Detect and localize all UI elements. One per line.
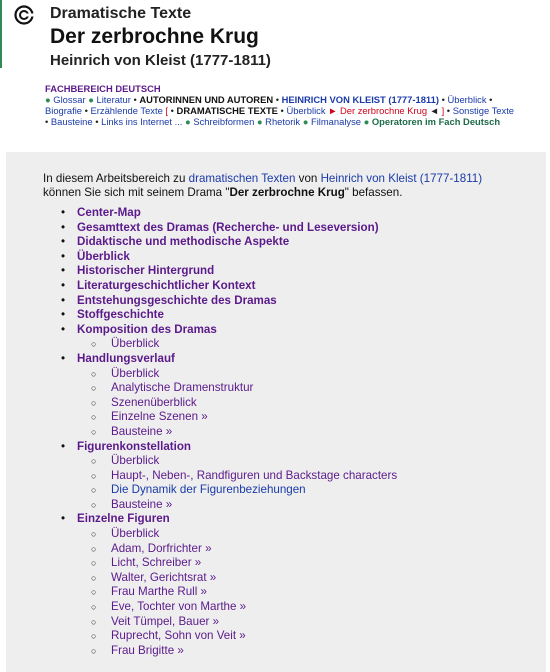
sub-item-eve[interactable]: ○ Eve, Tochter von Marthe » xyxy=(77,600,397,615)
sub-item-dramenstruktur[interactable]: ○ Analytische Dramenstruktur xyxy=(77,381,397,396)
sub-item-handlung-ueberblick[interactable]: ○ Überblick xyxy=(77,367,397,382)
toc-item-gesamttext[interactable]: • Gesamttext des Dramas (Recherche- und Leseversion) xyxy=(56,221,397,236)
nav-rhetorik[interactable]: Rhetorik xyxy=(265,116,301,127)
sub-item-ruprecht[interactable]: ○ Ruprecht, Sohn von Veit » xyxy=(77,629,397,644)
nav-erzaehlende[interactable]: Erzählende Texte xyxy=(90,105,163,116)
handlung-sublist xyxy=(77,367,397,440)
table-of-contents xyxy=(56,206,397,658)
page-author: Heinrich von Kleist (1777-1811) xyxy=(50,52,271,69)
page-subtitle: Dramatische Texte xyxy=(50,5,192,22)
content-panel xyxy=(6,152,546,672)
toc-item-komposition-label[interactable]: Komposition des Dramas xyxy=(77,322,217,336)
sub-item-veit-tuempel[interactable]: ○ Veit Tümpel, Bauer » xyxy=(77,615,397,630)
nav-category[interactable]: FACHBEREICH DEUTSCH xyxy=(45,83,161,94)
toc-item-historischer-hintergrund[interactable]: • Historischer Hintergrund xyxy=(56,264,397,279)
target-logo-icon[interactable] xyxy=(14,5,34,25)
nav-schreibformen[interactable]: Schreibformen xyxy=(193,116,255,127)
sub-item-figuren-ueberblick[interactable]: ○ Überblick xyxy=(77,454,397,469)
sub-item-haupt-neben-figuren[interactable]: ○ Haupt-, Neben-, Randfiguren und Backstage characters xyxy=(77,469,397,484)
nav-ueberblick-author[interactable]: Überblick xyxy=(447,94,487,105)
toc-item-komposition xyxy=(56,323,397,352)
sub-item-adam[interactable]: ○ Adam, Dorfrichter » xyxy=(77,542,397,557)
nav-filmanalyse[interactable]: Filmanalyse xyxy=(310,116,361,127)
toc-item-figurenkonstellation-label[interactable]: Figurenkonstellation xyxy=(77,439,192,453)
breadcrumb-nav: FACHBEREICH DEUTSCH ● Glossar ● Literatur • AUTORINNEN UND AUTOREN • HEINRICH VON KLEIST (1777-1811) • Überblick • Biografie • Erzählende Texte [ • DRAMATISCHE TEXTE • Überblick ► Der zerbrochne Krug ◄ ] • Sonstige Texte • Bausteine • Links ins Internet ... ● Schreibformen ● Rhetorik ● Filmanalyse ● Operatoren im Fach Deutsch xyxy=(45,83,515,127)
intro-link-kleist[interactable]: Heinrich von Kleist (1777-1811) xyxy=(320,172,483,185)
sub-item-einzelne-ueberblick[interactable]: ○ Überblick xyxy=(77,527,397,542)
toc-item-handlungsverlauf-label[interactable]: Handlungsverlauf xyxy=(77,351,175,365)
page-title: Der zerbrochne Krug xyxy=(50,25,259,48)
sub-item-brigitte[interactable]: ○ Frau Brigitte » xyxy=(77,644,397,659)
sub-item-szenenueberblick[interactable]: ○ Szenenüberblick xyxy=(77,396,397,411)
nav-ueberblick-drama[interactable]: Überblick xyxy=(286,105,326,116)
toc-item-figurenkonstellation xyxy=(56,440,397,513)
toc-item-entstehungsgeschichte[interactable]: • Entstehungsgeschichte des Dramas xyxy=(56,294,397,309)
nav-dramatische[interactable]: DRAMATISCHE TEXTE xyxy=(176,105,278,116)
einzelne-figuren-sublist xyxy=(77,527,397,658)
nav-bausteine[interactable]: Bausteine xyxy=(50,116,93,127)
toc-item-einzelne-figuren xyxy=(56,512,397,658)
arrow-left-icon: ◄ xyxy=(429,105,439,116)
komposition-sublist xyxy=(77,337,397,352)
sub-item-komposition-ueberblick[interactable]: ○ Überblick xyxy=(77,337,397,352)
accent-bar xyxy=(0,0,2,68)
toc-item-literaturgeschichte[interactable]: • Literaturgeschichtlicher Kontext xyxy=(56,279,397,294)
toc-item-center-map[interactable]: • Center-Map xyxy=(56,206,397,221)
sub-item-figuren-bausteine[interactable]: ○ Bausteine » xyxy=(77,498,397,513)
toc-item-stoffgeschichte[interactable]: • Stoffgeschichte xyxy=(56,308,397,323)
toc-item-ueberblick[interactable]: • Überblick xyxy=(56,250,397,265)
sub-item-dynamik[interactable]: ○ Die Dynamik der Figurenbeziehungen xyxy=(77,483,397,498)
intro-text: In diesem Arbeitsbereich zu dramatischen Texten von Heinrich von Kleist (1777-1811) können Sie sich mit seinem Drama "Der zerbrochne Krug" befassen. xyxy=(43,172,483,199)
nav-links[interactable]: Links ins Internet ... xyxy=(101,116,183,127)
arrow-right-icon: ► xyxy=(328,105,338,116)
nav-sonstige[interactable]: Sonstige Texte xyxy=(452,105,515,116)
nav-kleist[interactable]: HEINRICH VON KLEIST (1777-1811) xyxy=(281,94,439,105)
toc-item-handlungsverlauf xyxy=(56,352,397,440)
sub-item-licht[interactable]: ○ Licht, Schreiber » xyxy=(77,556,397,571)
toc-item-einzelne-figuren-label[interactable]: Einzelne Figuren xyxy=(77,512,170,526)
sub-item-einzelne-szenen[interactable]: ○ Einzelne Szenen » xyxy=(77,410,397,425)
nav-krug[interactable]: Der zerbrochne Krug xyxy=(340,105,428,116)
sub-item-handlung-bausteine[interactable]: ○ Bausteine » xyxy=(77,425,397,440)
nav-operatoren[interactable]: Operatoren im Fach Deutsch xyxy=(371,116,501,127)
figuren-sublist xyxy=(77,454,397,512)
page-header xyxy=(50,4,271,70)
nav-literatur[interactable]: Literatur xyxy=(96,94,131,105)
sub-item-marthe-rull[interactable]: ○ Frau Marthe Rull » xyxy=(77,585,397,600)
sub-item-walter[interactable]: ○ Walter, Gerichtsrat » xyxy=(77,571,397,586)
nav-glossar[interactable]: Glossar xyxy=(53,94,86,105)
nav-biografie[interactable]: Biografie xyxy=(45,105,83,116)
nav-autorinnen[interactable]: AUTORINNEN UND AUTOREN xyxy=(139,94,274,105)
intro-link-dramatische-texte[interactable]: dramatischen Texten xyxy=(188,172,296,185)
toc-item-didaktische-aspekte[interactable]: • Didaktische und methodische Aspekte xyxy=(56,235,397,250)
